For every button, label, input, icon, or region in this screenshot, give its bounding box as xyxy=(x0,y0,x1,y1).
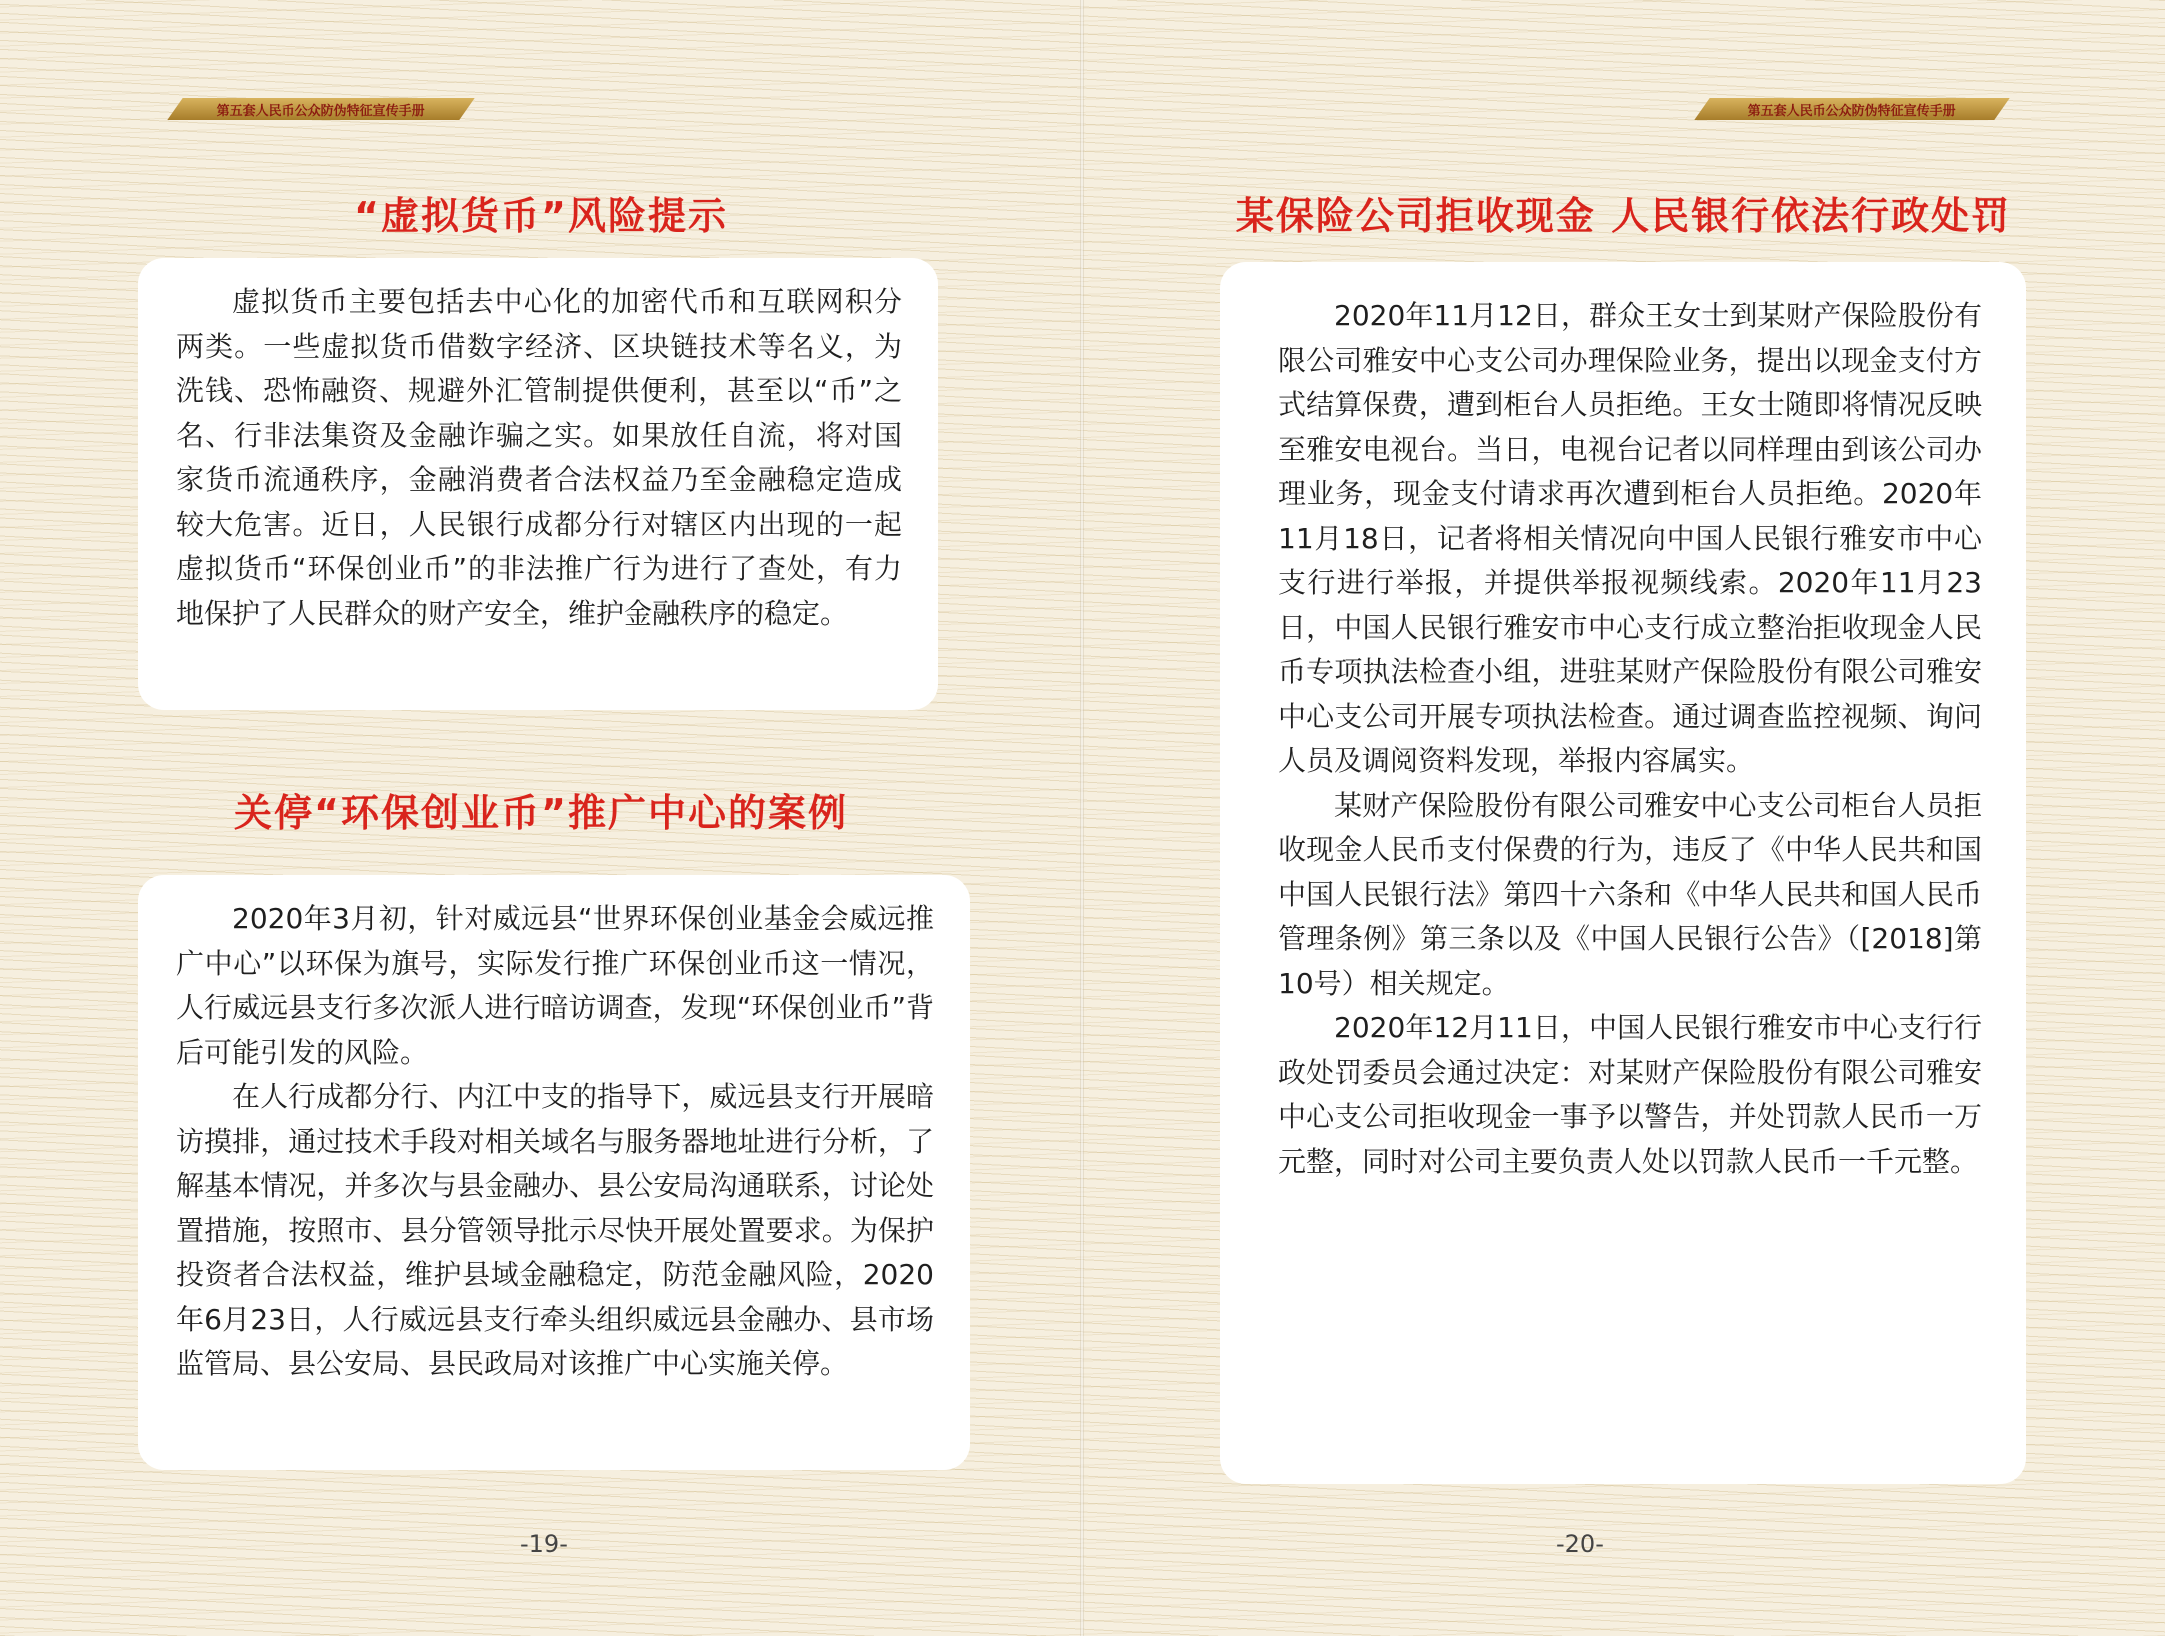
section2-paragraph-1: 2020年3月初，针对威远县“世界环保创业基金会威远推广中心”以环保为旗号，实际发行推广环保创业币这一情况，人行威远县支行多次派人进行暗访调查，发现“环保创业币”背后可能引发的风险。 xyxy=(176,902,934,1069)
section1-paragraph: 虚拟货币主要包括去中心化的加密代币和互联网积分两类。一些虚拟货币借数字经济、区块链技术等名义，为洗钱、恐怖融资、规避外汇管制提供便利，甚至以“币”之名、行非法集资及金融诈骗之实。如果放任自流，将对国家货币流通秩序，金融消费者合法权益乃至金融稳定造成较大危害。近日，人民银行成都分行对辖区内出现的一起虚拟货币“环保创业币”的非法推广行为进行了查处，有力地保护了人民群众的财产安全，维护金融秩序的稳定。 xyxy=(176,285,902,630)
section1-card xyxy=(138,258,938,710)
section1-title: “虚拟货币”风险提示 xyxy=(354,194,728,238)
header-banner xyxy=(167,98,474,120)
right-title: 某保险公司拒收现金 人民银行依法行政处罚 xyxy=(1235,194,2012,238)
right-paragraph-2: 某财产保险股份有限公司雅安中心支公司柜台人员拒收现金人民币支付保费的行为，违反了《中华人民共和国中国人民银行法》第四十六条和《中华人民共和国人民币管理条例》第三条以及《中国人民银行公告》（[2018]第10号）相关规定。 xyxy=(1278,788,1982,1000)
header-banner xyxy=(1694,98,2009,120)
section2-title: 关停“环保创业币”推广中心的案例 xyxy=(234,791,848,835)
right-page xyxy=(1082,0,2165,1636)
header-banner-text: 第五套人民币公众防伪特征宣传手册 xyxy=(1747,103,1956,119)
right-paragraph-1: 2020年11月12日，群众王女士到某财产保险股份有限公司雅安中心支公司办理保险业务，提出以现金支付方式结算保费，遭到柜台人员拒绝。王女士随即将情况反映至雅安电视台。当日，电视台记者以同样理由到该公司办理业务，现金支付请求再次遭到柜台人员拒绝。2020年11月18日，记者将相关情况向中国人民银行雅安市中心支行进行举报，并提供举报视频线索。2020年11月23日，中国人民银行雅安市中心支行成立整治拒收现金人民币专项执法检查小组，进驻某财产保险股份有限公司雅安中心支公司开展专项执法检查。通过调查监控视频、询问人员及调阅资料发现，举报内容属实。 xyxy=(1278,299,1982,777)
left-page xyxy=(0,0,1082,1636)
right-paragraph-3: 2020年12月11日，中国人民银行雅安市中心支行行政处罚委员会通过决定：对某财产保险股份有限公司雅安中心支公司拒收现金一事予以警告，并处罚款人民币一万元整，同时对公司主要负责人处以罚款人民币一千元整。 xyxy=(1278,1011,1982,1178)
page-number-right: -20- xyxy=(1556,1530,1604,1558)
section2-paragraph-2: 在人行成都分行、内江中支的指导下，威远县支行开展暗访摸排，通过技术手段对相关域名与服务器地址进行分析，了解基本情况，并多次与县金融办、县公安局沟通联系，讨论处置措施，按照市、县分管领导批示尽快开展处置要求。为保护投资者合法权益，维护县域金融稳定，防范金融风险，2020年6月23日，人行威远县支行牵头组织威远县金融办、县市场监管局、县公安局、县民政局对该推广中心实施关停。 xyxy=(176,1080,934,1380)
page-number-left: -19- xyxy=(520,1530,568,1558)
right-card xyxy=(1220,262,2026,1484)
section2-card xyxy=(138,875,970,1470)
header-banner-text: 第五套人民币公众防伪特征宣传手册 xyxy=(216,103,425,119)
